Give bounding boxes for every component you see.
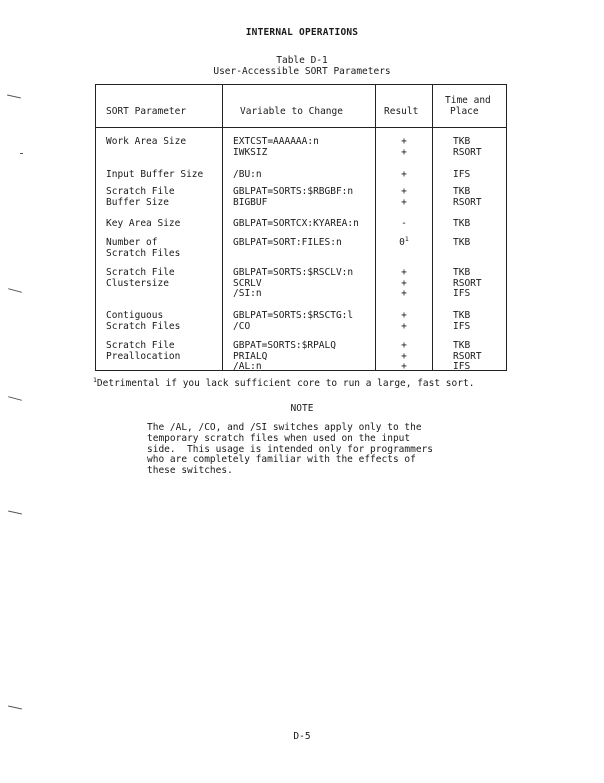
page-header: INTERNAL OPERATIONS xyxy=(245,27,359,38)
header-sort-parameter: SORT Parameter xyxy=(106,106,187,117)
result-superscript: 1 xyxy=(404,234,409,243)
cell-variable: SCRLV xyxy=(233,277,262,289)
cell-parameter: Work Area Size xyxy=(106,136,187,147)
cell-time-place: TKB xyxy=(453,267,471,278)
cell-variable: IWKSIZ xyxy=(233,146,268,158)
cell-parameter: Buffer Size xyxy=(106,196,169,208)
table-footnote xyxy=(93,375,475,389)
cell-variable: GBLPAT=SORT:FILES:n xyxy=(233,237,342,248)
cell-time-place: TKB xyxy=(453,136,471,147)
cell-time-place: TKB xyxy=(453,218,471,229)
cell-variable: BIGBUF xyxy=(233,196,268,208)
cell-result-value: 0 xyxy=(399,237,405,248)
cell-parameter: Number of xyxy=(106,237,158,248)
cell-result xyxy=(376,289,432,300)
cell-result-value: + xyxy=(401,267,407,278)
cell-result xyxy=(376,198,432,209)
note-line: The /AL, /CO, and /SI switches apply only to the xyxy=(147,422,422,433)
table-header-divider xyxy=(95,127,507,128)
cell-time-place: TKB xyxy=(453,237,471,248)
cell-time-place: IFS xyxy=(453,288,471,299)
cell-parameter: Contiguous xyxy=(106,310,164,321)
note-line: who are completely familiar with the effects of xyxy=(147,454,416,466)
cell-parameter: Clustersize xyxy=(106,277,169,289)
cell-parameter: Scratch Files xyxy=(106,320,181,332)
cell-result-value: + xyxy=(401,169,407,180)
cell-time-place: IFS xyxy=(453,169,471,180)
cell-parameter: Scratch File xyxy=(106,267,175,278)
cell-parameter: Scratch File xyxy=(106,186,175,197)
cell-result xyxy=(376,322,432,333)
cell-variable: /AL:n xyxy=(233,361,262,372)
cell-time-place: TKB xyxy=(453,340,471,351)
cell-result-value: - xyxy=(401,218,407,229)
cell-parameter: Preallocation xyxy=(106,350,181,362)
cell-result-value: + xyxy=(401,361,407,372)
scan-mark xyxy=(8,288,22,293)
note-title: NOTE xyxy=(290,403,314,414)
cell-result-value: + xyxy=(401,146,407,158)
cell-parameter: Scratch Files xyxy=(106,247,181,259)
scan-mark xyxy=(7,95,21,99)
cell-result-value: + xyxy=(401,310,407,321)
cell-result-value: + xyxy=(401,320,407,332)
cell-time-place: IFS xyxy=(453,320,471,332)
cell-result-value: + xyxy=(401,288,407,299)
cell-variable: GBLPAT=SORTS:$RSCLV:n xyxy=(233,267,354,278)
cell-time-place: RSORT xyxy=(453,350,482,362)
cell-result xyxy=(376,362,432,373)
cell-parameter: Key Area Size xyxy=(106,218,181,229)
cell-result-value: + xyxy=(401,186,407,197)
note-line: side. This usage is intended only for programmers xyxy=(147,443,433,455)
cell-variable: GBLPAT=SORTS:$RBGBF:n xyxy=(233,186,354,197)
cell-variable: GBLPAT=SORTS:$RSCTG:l xyxy=(233,310,354,321)
cell-result xyxy=(376,219,432,230)
cell-time-place: RSORT xyxy=(453,146,482,158)
cell-time-place: TKB xyxy=(453,310,471,321)
header-variable-to-change: Variable to Change xyxy=(240,106,343,117)
cell-variable: EXTCST=AAAAAA:n xyxy=(233,136,319,147)
scan-mark xyxy=(8,396,22,401)
cell-time-place: IFS xyxy=(453,361,471,372)
cell-result xyxy=(376,170,432,181)
cell-time-place: RSORT xyxy=(453,196,482,208)
cell-variable: /CO xyxy=(233,320,251,332)
cell-variable: PRIALQ xyxy=(233,350,268,362)
table-caption-number: Table D-1 xyxy=(276,55,328,66)
scan-mark xyxy=(8,706,22,710)
cell-result xyxy=(376,148,432,159)
note-line: these switches. xyxy=(147,465,233,477)
cell-time-place: TKB xyxy=(453,186,471,197)
note-body xyxy=(147,423,467,477)
cell-parameter: Scratch File xyxy=(106,340,175,351)
cell-result-value: + xyxy=(401,196,407,208)
cell-variable: GBLPAT=SORTCX:KYAREA:n xyxy=(233,218,359,229)
cell-result-value: + xyxy=(401,136,407,147)
cell-parameter: Input Buffer Size xyxy=(106,169,204,180)
table-caption-title: User-Accessible SORT Parameters xyxy=(213,66,391,77)
cell-variable: /SI:n xyxy=(233,288,262,299)
footnote-mark: 1 xyxy=(93,375,97,384)
page-number: D-5 xyxy=(293,731,311,742)
scan-mark xyxy=(8,511,22,515)
scan-mark xyxy=(20,153,23,154)
header-time-and-place-line2: Place xyxy=(450,106,479,117)
cell-result-value: + xyxy=(401,340,407,351)
footnote-text: Detrimental if you lack sufficient core to run a large, fast sort. xyxy=(96,378,475,389)
header-result: Result xyxy=(384,106,419,117)
note-line: temporary scratch files when used on the input xyxy=(147,432,411,444)
cell-result-value: + xyxy=(401,350,407,362)
header-time-and-place-line1: Time and xyxy=(445,95,491,106)
cell-result-value: + xyxy=(401,277,407,289)
cell-variable: GBPAT=SORTS:$RPALQ xyxy=(233,340,336,351)
cell-variable: /BU:n xyxy=(233,169,262,180)
cell-result xyxy=(376,234,432,249)
cell-time-place: RSORT xyxy=(453,277,482,289)
